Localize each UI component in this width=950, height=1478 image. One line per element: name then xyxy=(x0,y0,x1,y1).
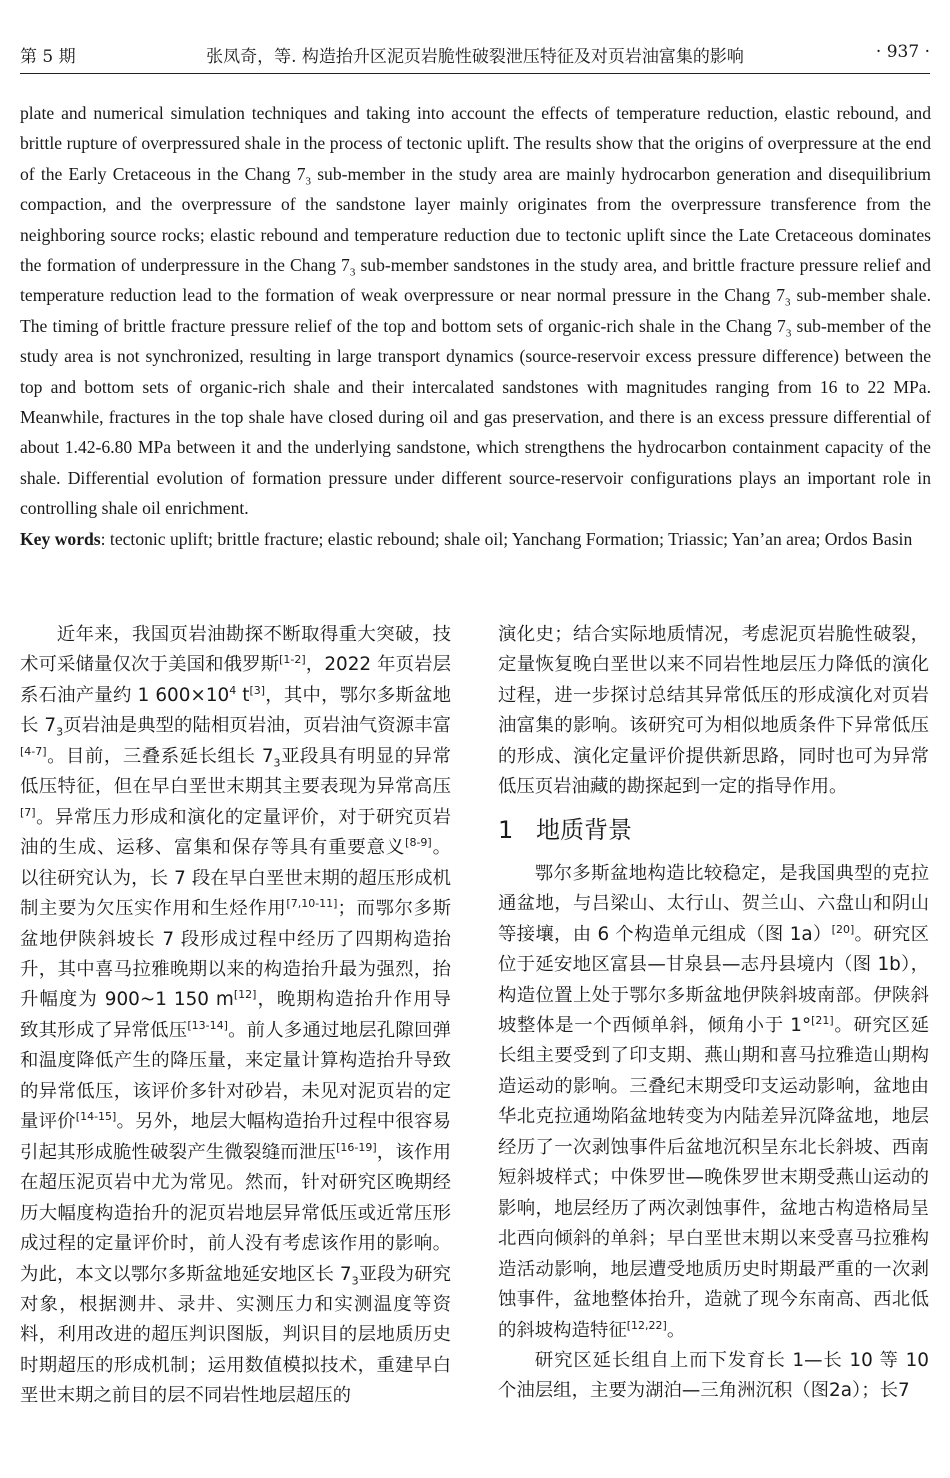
running-title: 张凤奇，等. 构造抬升区泥页岩脆性破裂泄压特征及对页岩油富集的影响 xyxy=(206,47,744,67)
citation: [16-19] xyxy=(336,1140,377,1154)
section-title: 地质背景 xyxy=(536,815,632,844)
header-rule xyxy=(20,73,930,74)
intro-paragraph-continued: 演化史；结合实际地质情况，考虑泥页岩脆性破裂，定量恢复晚白垩世以来不同岩性地层压力降低的演化过程，进一步探讨总结其异常低压的形成演化对页岩油富集的影响。该研究可为相似地质条件下异常低压的形成、演化定量评价提供新思路，同时也可为异常低压页岩油藏的勘探起到一定的指导作用。 xyxy=(498,624,929,798)
citation: [8-9] xyxy=(405,836,432,850)
section-heading xyxy=(498,813,929,847)
issue-number: 第 5 期 xyxy=(20,47,76,67)
citation: [4-7] xyxy=(20,744,47,758)
citation: [3] xyxy=(249,683,266,697)
citation: [12] xyxy=(233,988,257,1002)
running-header xyxy=(20,42,930,68)
citation: [13-14] xyxy=(187,1018,228,1032)
citation: [1-2] xyxy=(279,653,306,667)
citation: [20] xyxy=(831,922,855,936)
citation: [7] xyxy=(20,805,36,819)
citation: [7,10-11] xyxy=(286,896,338,910)
citation: [21] xyxy=(811,1013,834,1027)
stratigraphy-paragraph: 研究区延长组自上而下发育长 1—长 10 等 10 个油层组，主要为湖泊—三角洲沉积（图2a）；长7 xyxy=(498,1349,929,1402)
english-abstract xyxy=(20,98,931,554)
keywords-label: Key words xyxy=(20,528,101,549)
section-number: 1 xyxy=(498,815,514,844)
body-column-left xyxy=(20,620,451,1412)
keywords xyxy=(20,524,931,554)
citation: [14-15] xyxy=(75,1110,117,1124)
abstract-text: plate and numerical simulation techniques and taking into account the effects of temperature reduction, elastic rebound, and brittle rupture of overpressured shale in the process of tectonic uplift. The results show that the origins of overpressure at the end of the Early Cretaceous in the Chang $7_3$ sub-member in the study area are mainly hydrocarbon generation and disequilibrium compaction, and the overpressure of the sandstone layer mainly originates from the overpressure transference from the neighboring source rocks; elastic rebound and temperature reduction due to tectonic uplift since the Late Cretaceous dominates the formation of underpressure in the Chang $7_3$ sub-member sandstones in the study area, and brittle fracture pressure relief and temperature reduction lead to the formation of weak overpressure or near normal pressure in the Chang $7_3$ sub-member shale. The timing of brittle fracture pressure relief of the top and bottom sets of organic-rich shale in the Chang $7_3$ sub-member of the study area is not synchronized, resulting in large transport dynamics (source-reservoir excess pressure difference) between the top and bottom sets of organic-rich shale and their intercalated sandstones with magnitudes ranging from 16 to 22 MPa. Meanwhile, fractures in the top shale have closed during oil and gas preservation, and there is an excess pressure differential of about 1.42-6.80 MPa between it and the underlying sandstone, which strengthens the hydrocarbon containment capacity of the shale. Differential evolution of formation pressure under different source-reservoir configurations plays an important role in controlling shale oil enrichment. xyxy=(20,103,931,519)
keywords-list: : tectonic uplift; brittle fracture; elastic rebound; shale oil; Yanchang Formation; Triassic; Yan’an area; Ordos Basin xyxy=(100,528,913,549)
intro-paragraph: 近年来，我国页岩油勘探不断取得重大突破，技术可采储量仅次于美国和俄罗斯[1-2]，2022 年页岩层系石油产量约 1 600×10$^4$ t[3]，其中，鄂尔多斯盆地长 $7_3$页岩油是典型的陆相页岩油，页岩油气资源丰富[4-7]。目前，三叠系延长组长 $7_3$亚段具有明显的异常低压特征，但在早白垩世末期其主要表现为异常高压[7]。异常压力形成和演化的定量评价，对于研究页岩油的生成、运移、富集和保存等具有重要意义[8-9]。以往研究认为，长 7 段在早白垩世末期的超压形成机制主要为欠压实作用和生烃作用[7,10-11]；而鄂尔多斯盆地伊陕斜坡长 7 段形成过程中经历了四期构造抬升，其中喜马拉雅晚期以来的构造抬升最为强烈，抬升幅度为 900~1 150 m[12]，晚期构造抬升作用导致其形成了异常低压[13-14]。前人多通过地层孔隙回弹和温度降低产生的降压量，来定量计算构造抬升导致的异常低压，该评价多针对砂岩，未见对泥页岩的定量评价[14-15]。另外，地层大幅构造抬升过程中很容易引起其形成脆性破裂产生微裂缝而泄压[16-19]，该作用在超压泥页岩中尤为常见。然而，针对研究区晚期经历大幅度构造抬升的泥页岩地层异常低压或近常压形成过程的定量评价时，前人没有考虑该作用的影响。为此，本文以鄂尔多斯盆地延安地区长 $7_3$亚段为研究对象，根据测井、录井、实测压力和实测温度等资料，利用改进的超压判识图版，判识目的层地质历史时期超压的形成机制；运用数值模拟技术，重建早白垩世末期之前目的层不同岩性地层超压的 xyxy=(20,624,451,1407)
geology-paragraph: 鄂尔多斯盆地构造比较稳定，是我国典型的克拉通盆地，与吕梁山、太行山、贺兰山、六盘山和阴山等接壤，由 6 个构造单元组成（图 1a）[20]。研究区位于延安地区富县—甘泉县—志丹县境内（图 1b），构造位置上处于鄂尔多斯盆地伊陕斜坡南部。伊陕斜坡整体是一个西倾单斜，倾角小于 1°[21]。研究区延长组主要受到了印支期、燕山期和喜马拉雅造山期构造运动的影响。三叠纪末期受印支运动影响，盆地由华北克拉通坳陷盆地转变为内陆差异沉降盆地，地层经历了一次剥蚀事件后盆地沉积呈东北长斜坡、西南短斜坡样式；中侏罗世—晚侏罗世末期受燕山运动的影响，地层经历了两次剥蚀事件，盆地古构造格局呈北西向倾斜的单斜；早白垩世末期以来受喜马拉雅构造活动影响，地层遭受地质历史时期最严重的一次剥蚀事件，盆地整体抬升，造就了现今东南高、西北低的斜坡构造特征[12,22]。 xyxy=(498,862,929,1341)
body-column-right xyxy=(498,620,929,1407)
page-number: · 937 · xyxy=(875,42,930,62)
citation: [12,22] xyxy=(626,1318,667,1332)
